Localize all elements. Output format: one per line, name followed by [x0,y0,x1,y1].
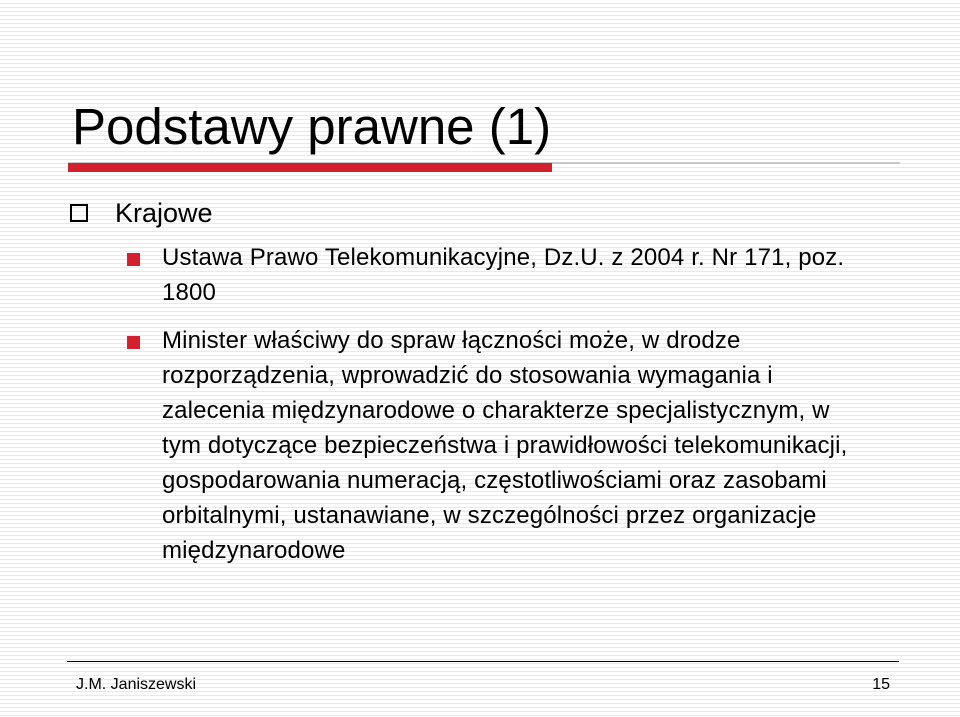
hollow-square-icon [70,204,88,222]
filled-square-icon [127,336,140,349]
footer-author: J.M. Janiszewski [76,676,197,693]
bullet-label: Krajowe [115,198,213,228]
filled-square-icon [127,253,140,266]
title-accent-bar [68,163,552,172]
subbullet-minister [127,323,867,568]
subbullet-ustawa [127,240,867,310]
footer-divider [67,661,899,662]
bullet-krajowe [70,195,213,231]
subbullet-text: Ustawa Prawo Telekomunikacyjne, Dz.U. z 2004 r. Nr 171, poz. 1800 [162,244,845,306]
slide-title: Podstawy prawne (1) [72,98,552,155]
subbullet-text: Minister właściwy do spraw łączności może, w drodze rozporządzenia, wprowadzić do stosowania wymagania i zalecenia międzynarodowe o charakterze specjalistycznym, w tym dotyczące bezpieczeństwa i prawidłowości telekomunikacji, gospodarowania numeracją, częstotliwościami oraz zasobami orbitalnymi, ustanawiane, w szczególności przez organizacje międzynarodowe [162,327,848,564]
page-number: 15 [872,676,890,693]
